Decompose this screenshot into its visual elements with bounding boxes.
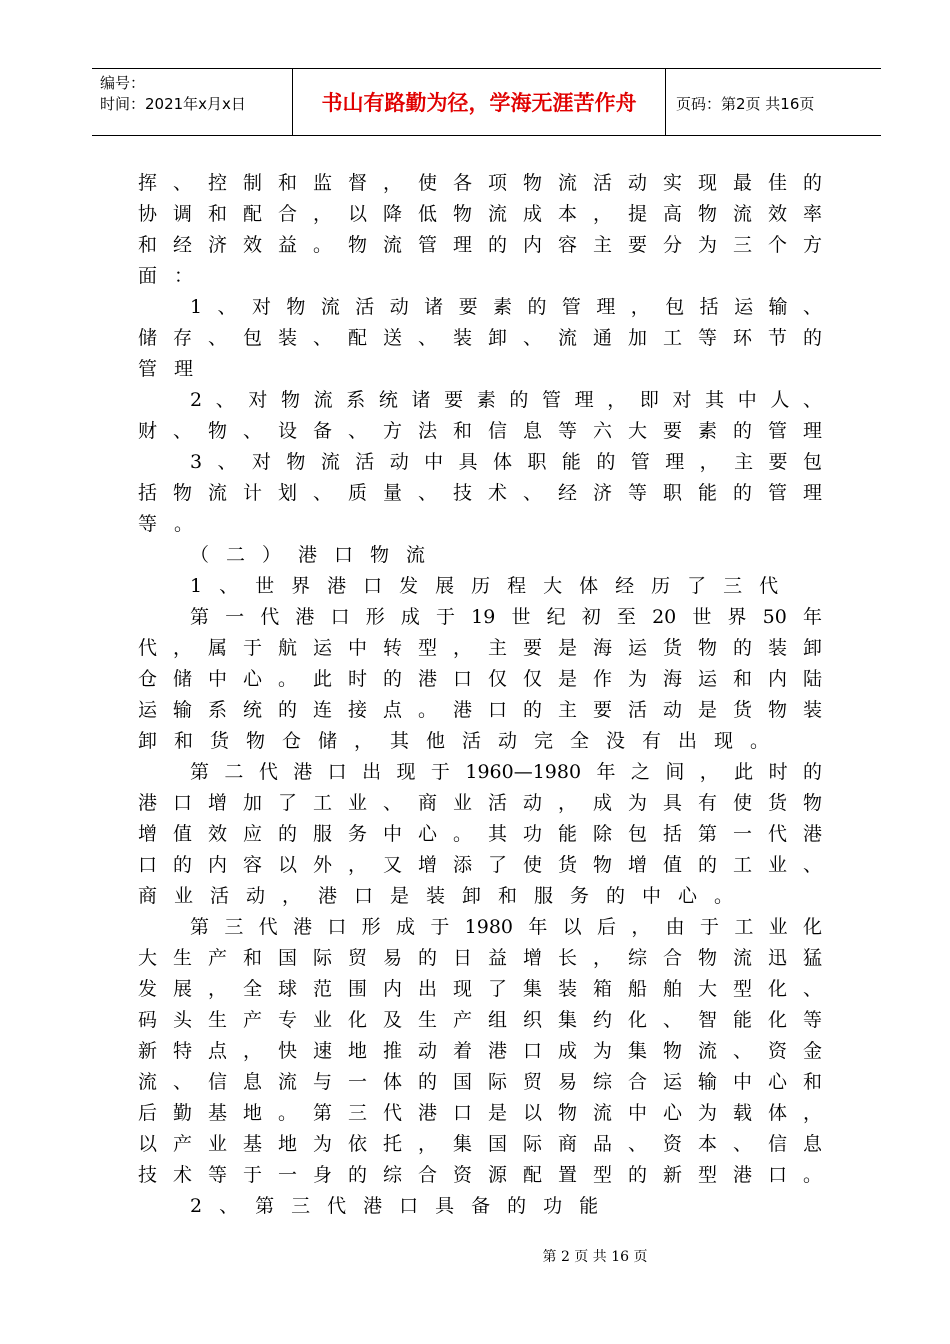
text-line: 口的内容以外，又增添了使货物增值的工业、 (138, 854, 822, 876)
header-divider (665, 69, 666, 136)
text-line: 后勤基地。第三代港口是以物流中心为载体， (138, 1102, 822, 1124)
text-line: 2、第三代港口具备的功能 (190, 1195, 616, 1217)
text-line: 运输系统的连接点。港口的主要活动是货物装 (138, 699, 822, 721)
text-line: （二）港口物流 (190, 544, 443, 566)
text-line: 码头生产专业化及生产组织集约化、智能化等 (138, 1009, 822, 1031)
text-line: 技术等于一身的综合资源配置型的新型港口。 (138, 1164, 822, 1186)
header-page-label: 页码：第2页 共16页 (676, 95, 815, 113)
footer-page-number: 第 2 页 共 16 页 (542, 1249, 648, 1265)
text-line: 协调和配合，以降低物流成本，提高物流效率 (138, 203, 822, 225)
text-line: 大生产和国际贸易的日益增长，综合物流迅猛 (138, 947, 822, 969)
text-line: 储存、包装、配送、装卸、流通加工等环节的 (138, 327, 822, 349)
text-line: 和经济效益。物流管理的内容主要分为三个方 (138, 234, 822, 256)
text-line: 等。 (138, 513, 211, 535)
document-number-label: 编号： (100, 74, 146, 92)
page-header (92, 68, 881, 136)
text-line: 面： (138, 265, 211, 287)
text-line: 括物流计划、质量、技术、经济等职能的管理 (138, 482, 822, 504)
text-line: 港口增加了工业、商业活动，成为具有使货物 (138, 792, 822, 814)
text-line: 挥、控制和监督，使各项物流活动实现最佳的 (138, 172, 822, 194)
document-body (138, 168, 822, 1222)
text-line: 仓储中心。此时的港口仅仅是作为海运和内陆 (138, 668, 822, 690)
document-time-label: 时间：2021年x月x日 (100, 95, 246, 113)
text-line: 财、物、设备、方法和信息等六大要素的管理 (138, 420, 822, 442)
text-line: 2、对物流系统诸要素的管理，即对其中人、 (190, 389, 822, 411)
text-line: 管理 (138, 358, 211, 380)
text-line: 1、世界港口发展历程大体经历了三代 (190, 575, 796, 597)
header-meta (100, 73, 290, 115)
text-line: 卸和货物仓储，其他活动完全没有出现。 (138, 730, 787, 752)
text-line: 第三代港口形成于1980年以后，由于工业化 (190, 916, 822, 938)
text-line: 流、信息流与一体的国际贸易综合运输中心和 (138, 1071, 822, 1093)
header-motto: 书山有路勤为径，学海无涯苦作舟 (321, 91, 637, 115)
text-line: 发展，全球范围内出现了集装箱船舶大型化、 (138, 978, 822, 1000)
text-line: 第二代港口出现于1960—1980年之间，此时的 (190, 761, 822, 783)
text-line: 增值效应的服务中心。其功能除包括第一代港 (138, 823, 822, 845)
text-line: 商业活动，港口是装卸和服务的中心。 (138, 885, 751, 907)
text-line: 新特点，快速地推动着港口成为集物流、资金 (138, 1040, 822, 1062)
text-line: 第一代港口形成于19世纪初至20世界50年 (190, 606, 822, 628)
text-line: 3、对物流活动中具体职能的管理，主要包 (190, 451, 822, 473)
text-line: 代，属于航运中转型，主要是海运货物的装卸 (138, 637, 822, 659)
text-line: 1、对物流活动诸要素的管理，包括运输、 (190, 296, 822, 318)
page-footer (0, 1246, 950, 1266)
text-line: 以产业基地为依托，集国际商品、资本、信息 (138, 1133, 822, 1155)
